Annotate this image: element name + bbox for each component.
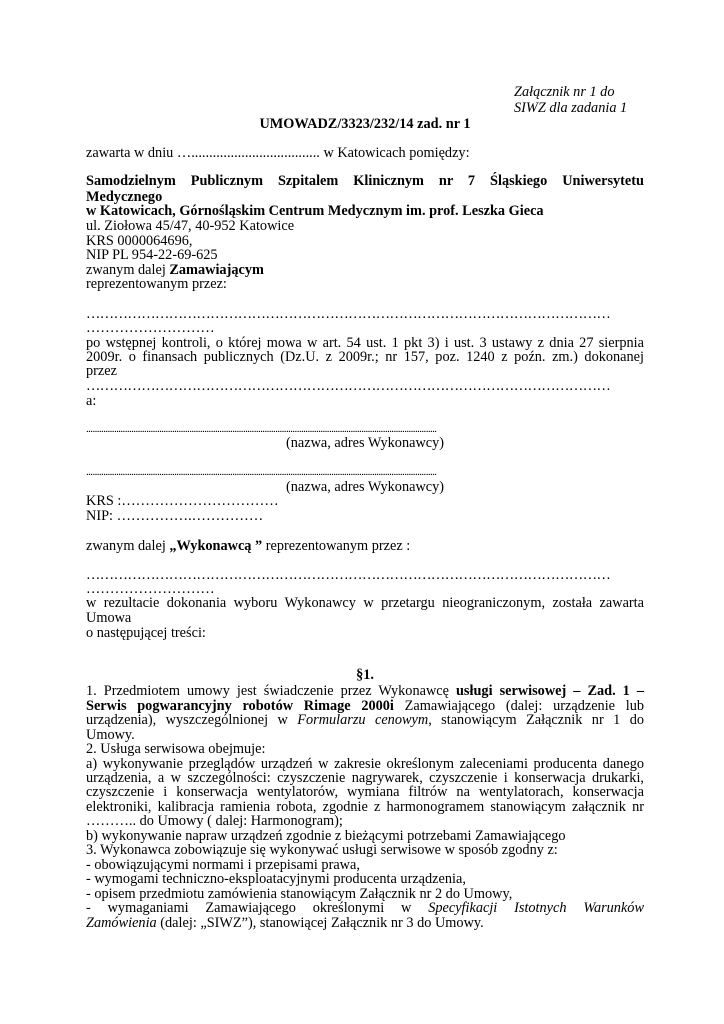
called-contractor-name: „Wykonawcą ” xyxy=(169,538,263,554)
called-contractor-prefix: zwanym dalej xyxy=(86,538,170,554)
result-line-3: o następującej treści: xyxy=(86,625,206,641)
control-line-3: przez xyxy=(86,363,117,379)
s1-a-line4: elektroniki, kalibracja ramienia robota, zgodnie z harmonogramem stanowiącym załącznik nr xyxy=(86,799,644,815)
s1-a-line1: a) wykonywanie przeglądów urządzeń w zakresie określonym zaleceniami producenta danego xyxy=(86,756,644,772)
s1-p1-line4: Umowy. xyxy=(86,727,135,743)
contractor-nip: NIP: …………….…………… xyxy=(86,508,264,524)
s1-p1-line3-italic: Formularzu cenowym xyxy=(297,712,429,728)
party1-name-line2: Medycznego xyxy=(86,189,163,205)
s1-dash-3: - opisem przedmiotu zamówienia stanowiącym Załącznik nr 2 do Umowy, xyxy=(86,886,513,902)
party1-called-name: Zamawiającym xyxy=(169,262,264,278)
s1-p1-line1 xyxy=(86,683,644,699)
s1-a-line3: czyszczenie i konserwacja wentylatorów, wymiana filtrów na wentylatorach, konserwacja xyxy=(86,784,644,800)
s1-a-line2: urządzenia, a w szczególności: czyszczenie nagrywarek, czyszczenie i konserwacja drukarki, xyxy=(86,770,644,786)
control-line-1: po wstępnej kontroli, o której mowa w art. 54 ust. 1 pkt 3) i ust. 3 ustawy z dnia 27 sierpnia xyxy=(86,335,644,351)
called-contractor xyxy=(86,538,410,554)
party1-krs: KRS 0000064696, xyxy=(86,233,193,249)
s1-dash-4-text: - wymaganiami Zamawiającego określonymi w xyxy=(86,900,429,916)
called-contractor-suffix: reprezentowanym przez : xyxy=(262,538,411,554)
s1-p1-line2-rest: Zamawiającego (dalej: urządzenie lub xyxy=(393,698,645,714)
s1-p3: 3. Wykonawca zobowiązuje się wykonywać usługi serwisowe w sposób zgodny z: xyxy=(86,842,558,858)
s1-p2: 2. Usługa serwisowa obejmuje: xyxy=(86,741,266,757)
concluded-line: zawarta w dniu ….................................... w Katowicach pomiędzy: xyxy=(86,145,470,161)
s1-p1-line3-b: , stanowiącym Załącznik nr 1 do xyxy=(428,712,644,728)
contractor-krs: KRS :…………………………… xyxy=(86,493,279,509)
representative2-dots-1: …………………………………………………………………………………………………… xyxy=(86,567,611,583)
document-page xyxy=(86,0,644,1024)
s1-p1-text: 1. Przedmiotem umowy jest świadczenie przez Wykonawcę xyxy=(86,683,456,699)
attachment-line-2: SIWZ dla zadania 1 xyxy=(514,100,628,116)
s1-p1-service-name: Serwis pogwarancyjny robotów Rimage 2000i xyxy=(86,698,394,714)
control-line-2: 2009r. o finansach publicznych (Dz.U. z 2009r.; nr 157, poz. 1240 z poźn. zm.) dokonanej xyxy=(86,349,644,365)
representative-dots-2: ……………………… xyxy=(86,320,215,336)
and-label: a: xyxy=(86,393,97,409)
result-line-1: w rezultacie dokonania wyboru Wykonawcy w przetargu nieograniczonym, została zawarta xyxy=(86,595,644,611)
party1-represented: reprezentowanym przez: xyxy=(86,276,227,292)
s1-dash-4-line1 xyxy=(86,900,644,916)
s1-p1-line3-a: urządzenia), wyszczególnionej w xyxy=(86,712,298,728)
s1-dash-4-line2-rest: (dalej: „SIWZ”), stanowiącej Załącznik nr 3 do Umowy. xyxy=(156,915,484,931)
party1-name-line1: Samodzielnym Publicznym Szpitalem Klinicznym nr 7 Śląskiego Uniwersytetu xyxy=(86,173,644,189)
contract-title: UMOWADZ/3323/232/14 zad. nr 1 xyxy=(259,116,471,132)
s1-dash-1: - obowiązującymi normami i przepisami prawa, xyxy=(86,857,360,873)
s1-p1-line3 xyxy=(86,712,644,728)
representative2-dots-2: ……………………… xyxy=(86,581,215,597)
contractor-name-label-1: (nazwa, adres Wykonawcy) xyxy=(285,435,445,451)
attachment-line-1: Załącznik nr 1 do xyxy=(514,84,615,100)
s1-dash-4-italic: Specyfikacji Istotnych Warunków xyxy=(428,900,644,916)
s1-dash-2: - wymogami techniczno-eksploatacyjnymi producenta urządzenia, xyxy=(86,871,466,887)
contractor-dots-2: ................................................................................................................................................................... xyxy=(86,466,437,478)
s1-dash-4-line2-italic: Zamówienia xyxy=(86,915,157,931)
s1-b-line: b) wykonywanie napraw urządzeń zgodnie z bieżącymi potrzebami Zamawiającego xyxy=(86,828,566,844)
s1-dash-4-line2 xyxy=(86,915,484,931)
s1-a-line5: ……….. do Umowy ( dalej: Harmonogram); xyxy=(86,813,343,829)
party1-name-line3: w Katowicach, Górnośląskim Centrum Medycznym im. prof. Leszka Gieca xyxy=(86,203,544,219)
contractor-dots-1: ................................................................................................................................................................... xyxy=(86,423,437,435)
contractor-name-label-2: (nazwa, adres Wykonawcy) xyxy=(285,479,445,495)
party1-nip: NIP PL 954-22-69-625 xyxy=(86,247,218,263)
result-line-2: Umowa xyxy=(86,610,132,626)
representative-dots-1: …………………………………………………………………………………………………… xyxy=(86,306,611,322)
party1-called-prefix: zwanym dalej xyxy=(86,262,170,278)
control-dots: …………………………………………………………………………………………………… xyxy=(86,378,611,394)
party1-address: ul. Ziołowa 45/47, 40-952 Katowice xyxy=(86,218,295,234)
s1-p1-bold: usługi serwisowej – Zad. 1 – xyxy=(455,683,644,699)
section-1-heading: §1. xyxy=(356,667,374,683)
